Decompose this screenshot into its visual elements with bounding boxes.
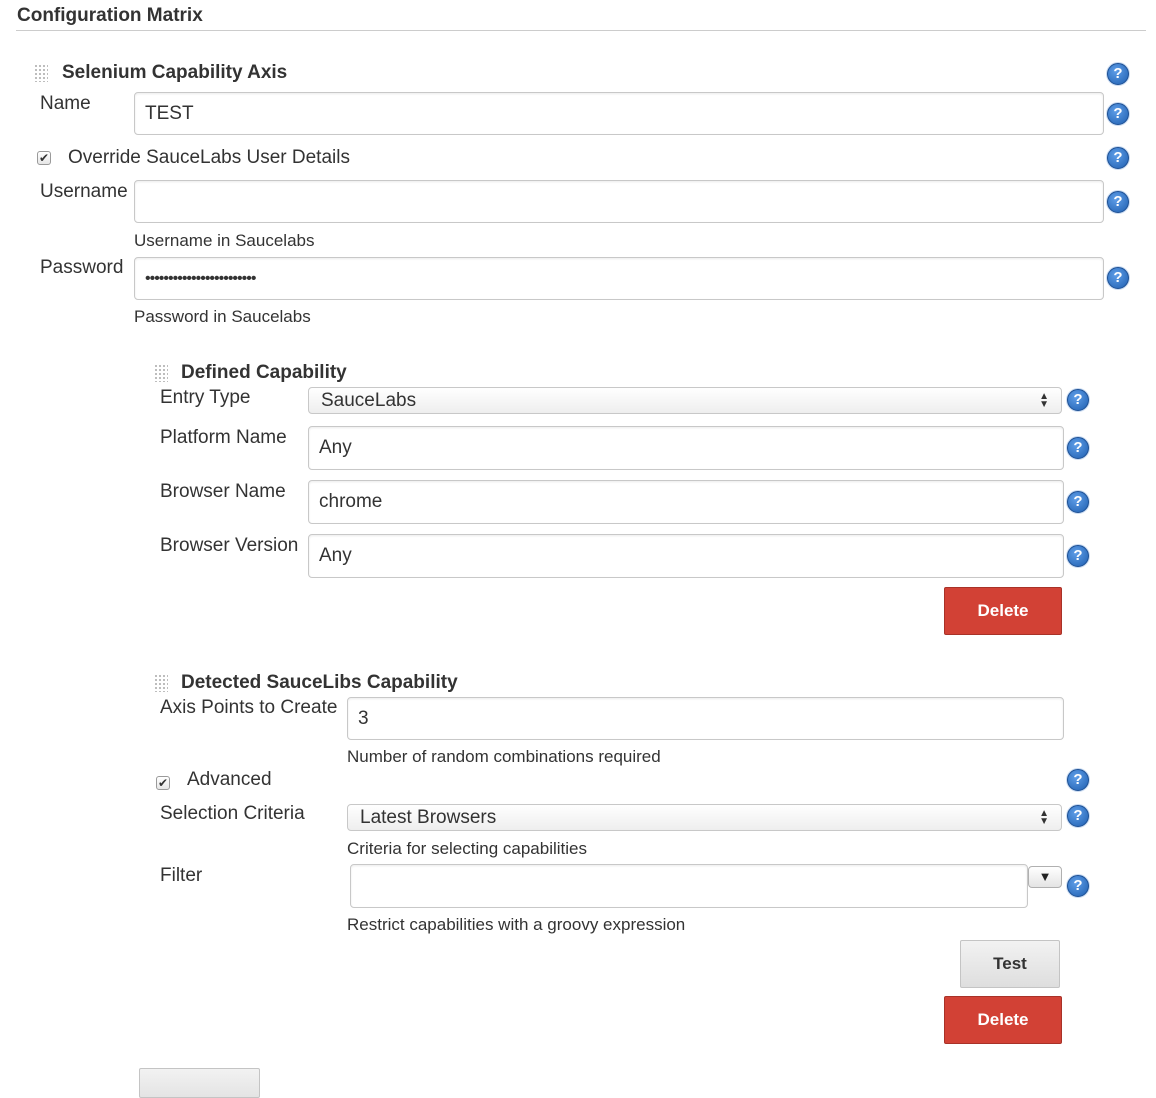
password-hint: Password in Saucelabs — [134, 307, 311, 326]
title-divider — [16, 30, 1146, 31]
filter-input[interactable] — [350, 864, 1028, 908]
axis-points-label: Axis Points to Create — [160, 697, 338, 718]
filter-help-icon[interactable]: ? — [1067, 875, 1089, 897]
platform-input[interactable]: Any — [308, 426, 1064, 470]
add-button[interactable] — [139, 1068, 260, 1098]
browser-help-icon[interactable]: ? — [1067, 491, 1089, 513]
help-icon[interactable]: ? — [1107, 63, 1129, 85]
test-button[interactable]: Test — [960, 940, 1060, 988]
filter-label: Filter — [160, 865, 203, 886]
entry-type-help-icon[interactable]: ? — [1067, 389, 1089, 411]
platform-help-icon[interactable]: ? — [1067, 437, 1089, 459]
criteria-hint: Criteria for selecting capabilities — [347, 839, 587, 858]
name-label: Name — [40, 93, 91, 114]
username-input[interactable] — [134, 180, 1104, 223]
select-arrows-icon: ▲ ▼ — [1039, 807, 1049, 827]
drag-handle-icon[interactable] — [154, 364, 168, 382]
drag-handle-icon[interactable] — [34, 64, 48, 82]
delete-detected-capability-button[interactable]: Delete — [944, 996, 1062, 1044]
version-label: Browser Version — [160, 535, 299, 556]
delete-defined-capability-button[interactable]: Delete — [944, 587, 1062, 635]
browser-input[interactable]: chrome — [308, 480, 1064, 524]
advanced-help-icon[interactable]: ? — [1067, 769, 1089, 791]
username-help-icon[interactable]: ? — [1107, 191, 1129, 213]
name-help-icon[interactable]: ? — [1107, 103, 1129, 125]
entry-type-select[interactable] — [308, 387, 1062, 414]
username-label: Username — [40, 181, 128, 202]
override-label: Override SauceLabs User Details — [68, 147, 350, 168]
override-checkbox[interactable]: ✔ — [38, 151, 50, 165]
name-input[interactable]: TEST — [134, 92, 1104, 135]
filter-hint: Restrict capabilities with a groovy expression — [347, 915, 686, 934]
username-hint: Username in Saucelabs — [134, 231, 315, 250]
criteria-help-icon[interactable]: ? — [1067, 805, 1089, 827]
entry-type-value: SauceLabs — [321, 389, 417, 411]
password-help-icon[interactable]: ? — [1107, 267, 1129, 289]
advanced-checkbox[interactable]: ✔ — [157, 776, 169, 790]
version-input[interactable]: Any — [308, 534, 1064, 578]
password-label: Password — [40, 257, 124, 278]
page-title: Configuration Matrix — [17, 5, 203, 26]
drag-handle-icon[interactable] — [154, 674, 168, 692]
password-input[interactable]: •••••••••••••••••••••••• — [134, 257, 1104, 300]
platform-label: Platform Name — [160, 427, 287, 448]
axis-points-input[interactable]: 3 — [347, 697, 1064, 740]
criteria-label: Selection Criteria — [160, 803, 305, 824]
selenium-axis-heading: Selenium Capability Axis — [62, 62, 288, 83]
filter-dropdown-icon[interactable]: ▼ — [1028, 866, 1062, 888]
advanced-label: Advanced — [187, 769, 272, 790]
axis-points-hint: Number of random combinations required — [347, 747, 661, 766]
select-arrows-icon: ▲ ▼ — [1039, 390, 1049, 410]
detected-capability-heading: Detected SauceLibs Capability — [181, 672, 458, 693]
defined-capability-heading: Defined Capability — [181, 362, 347, 383]
version-help-icon[interactable]: ? — [1067, 545, 1089, 567]
entry-type-label: Entry Type — [160, 387, 251, 408]
browser-label: Browser Name — [160, 481, 286, 502]
criteria-select[interactable] — [347, 804, 1062, 831]
criteria-value: Latest Browsers — [360, 806, 497, 828]
override-help-icon[interactable]: ? — [1107, 147, 1129, 169]
